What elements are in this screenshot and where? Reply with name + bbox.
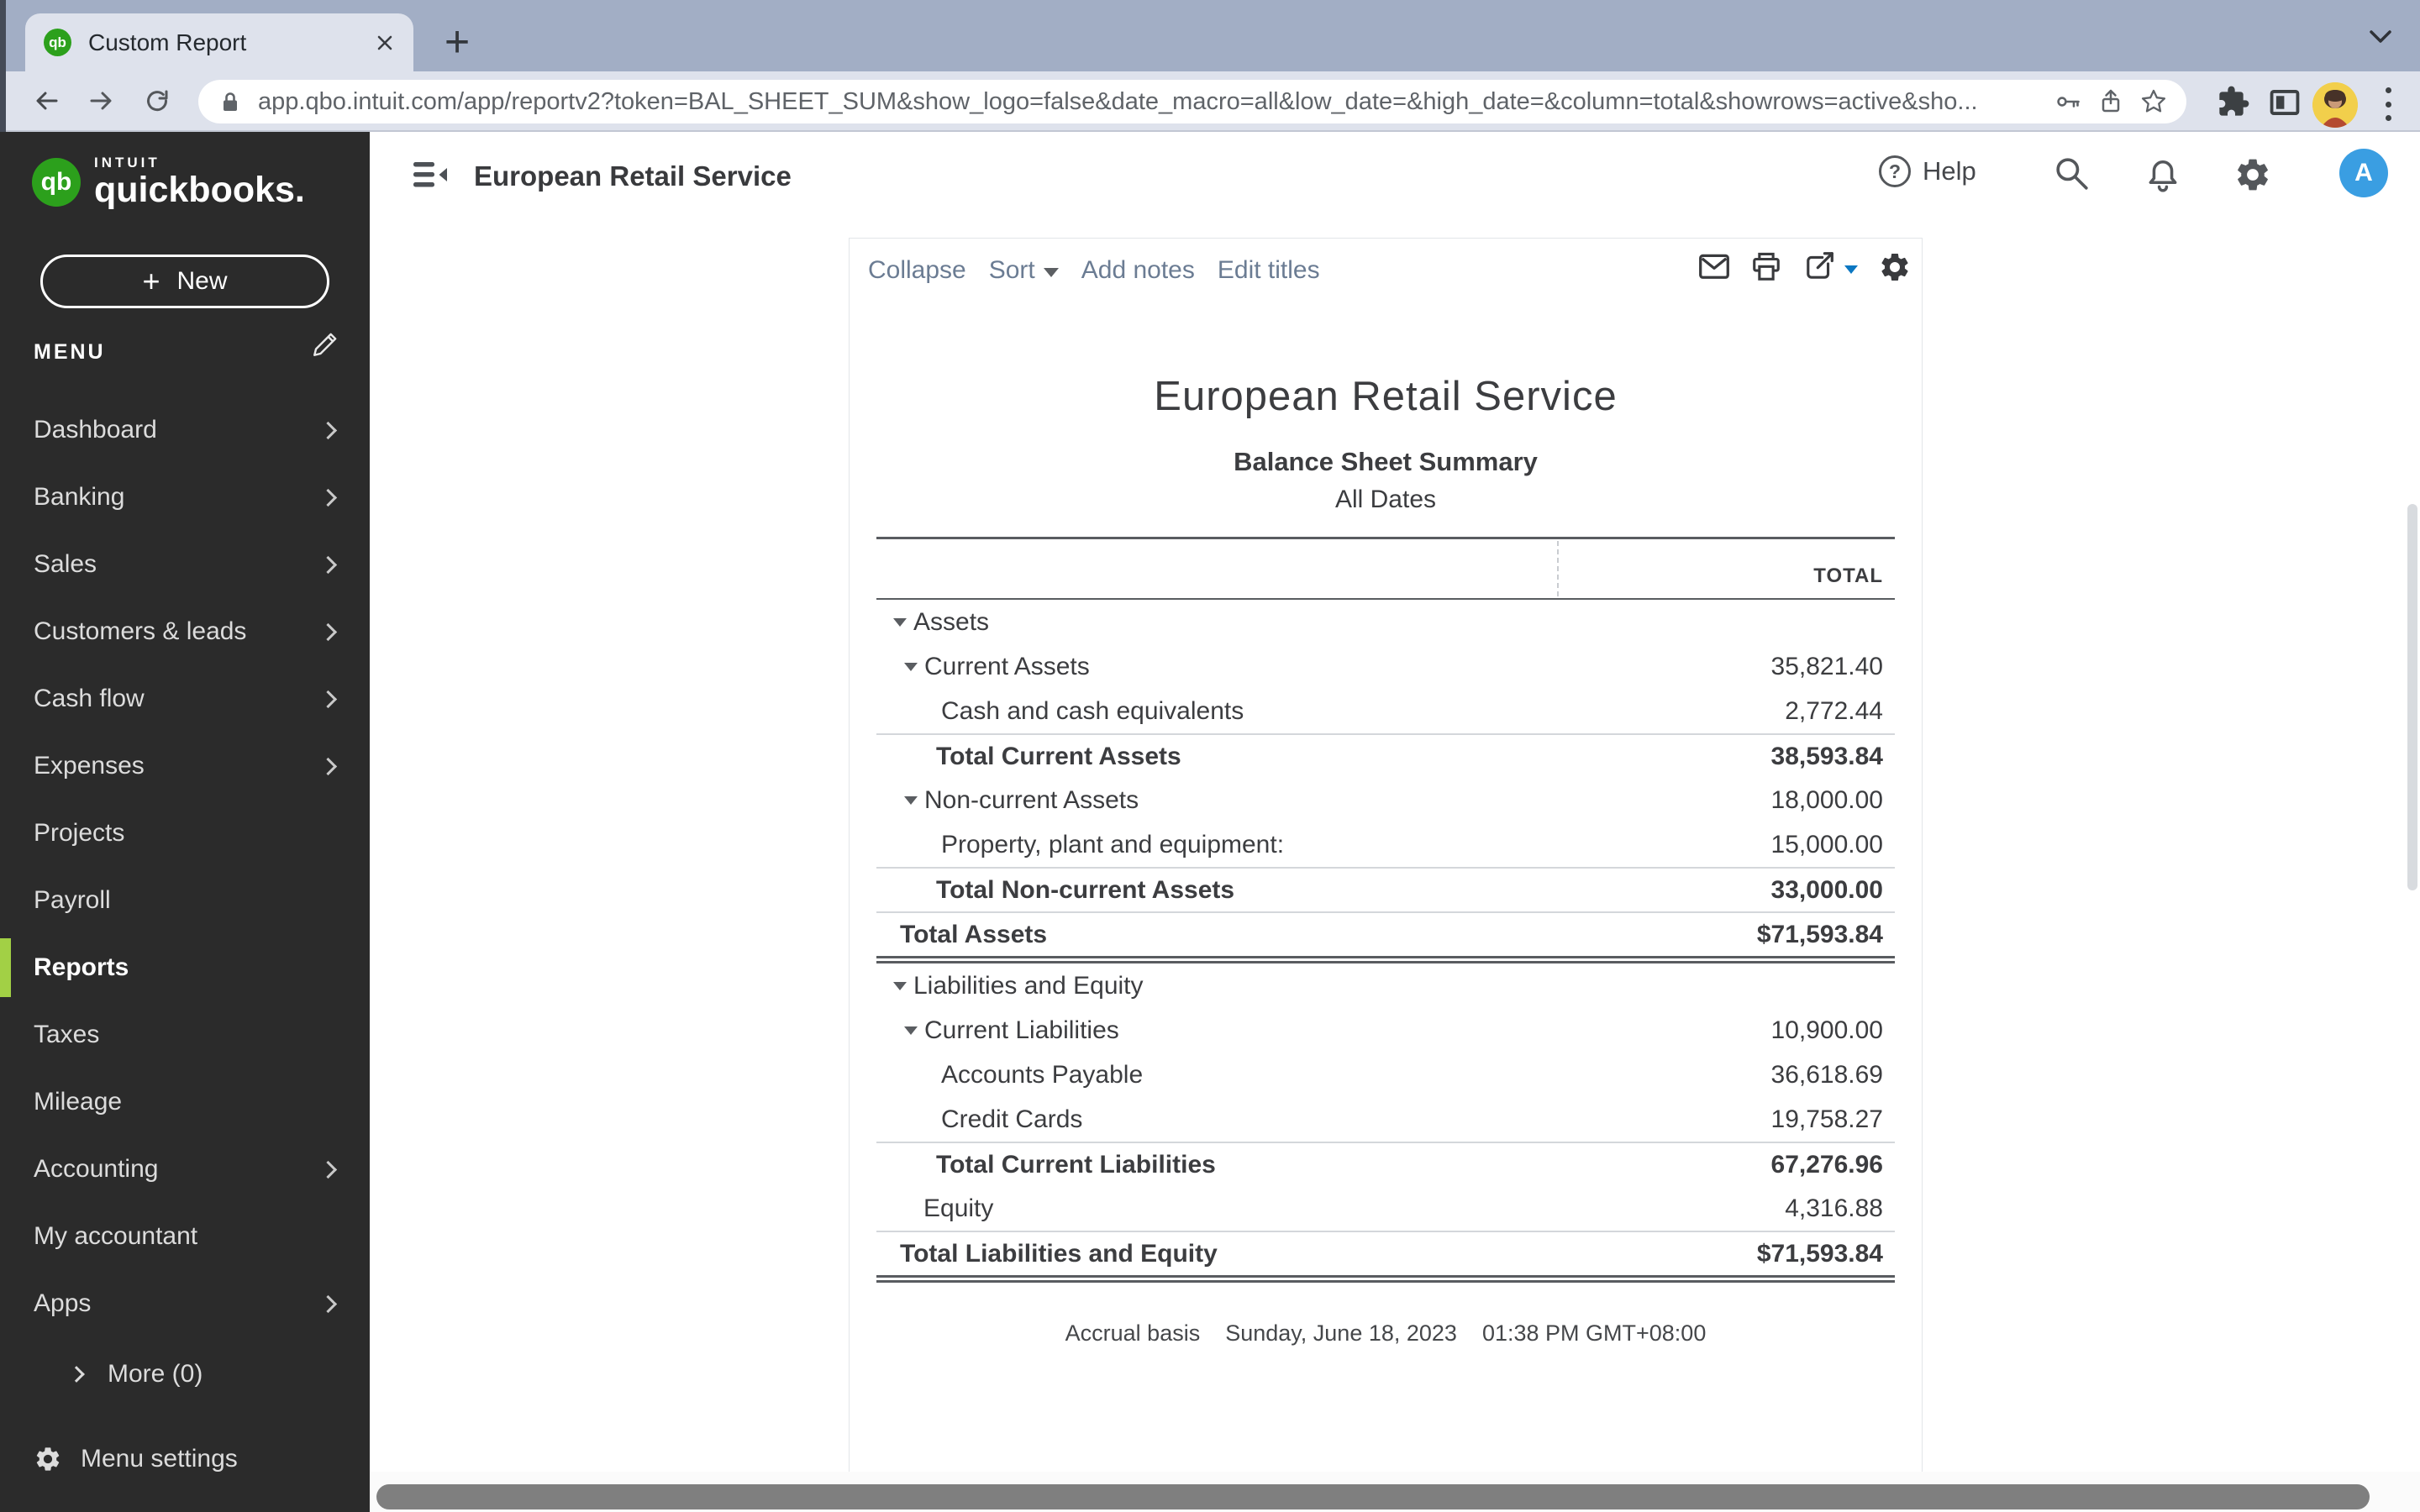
sidebar-item-projects[interactable] — [0, 800, 370, 867]
tab-close-icon[interactable] — [375, 33, 395, 53]
bookmark-star-icon[interactable] — [2139, 87, 2168, 116]
table-body — [876, 600, 1895, 1283]
collapse-caret-icon[interactable] — [904, 1026, 918, 1035]
sidebar-item-label: Sales — [34, 550, 97, 578]
share-icon[interactable] — [2097, 88, 2124, 115]
row-value: 2,772.44 — [1785, 696, 1883, 725]
more-label: More (0) — [108, 1360, 203, 1388]
row-label: Current Liabilities — [924, 1016, 1119, 1044]
edit-menu-pencil-icon[interactable] — [311, 330, 339, 359]
report-settings-gear-icon[interactable] — [1878, 250, 1912, 284]
sidebar-item-label: My accountant — [34, 1222, 198, 1250]
export-caret-icon[interactable] — [1844, 265, 1858, 274]
row-label: Equity — [923, 1194, 994, 1222]
settings-gear-icon[interactable] — [2233, 155, 2272, 194]
url-bar[interactable] — [198, 80, 2186, 123]
sidebar-item-label: Apps — [34, 1289, 92, 1317]
chevron-right-icon — [319, 622, 337, 640]
row-label: Cash and cash equivalents — [941, 696, 1244, 725]
add-notes-link[interactable]: Add notes — [1081, 256, 1195, 284]
row-value: 38,593.84 — [1770, 742, 1883, 770]
sidebar-item-label: Payroll — [34, 886, 111, 914]
row-label-group — [941, 697, 1244, 726]
collapse-nav-hamburger-icon[interactable] — [413, 160, 449, 190]
table-row — [876, 644, 1895, 689]
gear-icon — [34, 1445, 62, 1473]
table-row — [876, 867, 1895, 911]
sidebar-item-expenses[interactable] — [0, 732, 370, 800]
chevron-right-icon — [319, 555, 337, 573]
table-row — [876, 733, 1895, 778]
row-label-group — [904, 786, 1139, 815]
chevron-right-icon — [319, 1294, 337, 1312]
row-label: Credit Cards — [941, 1105, 1083, 1133]
window-edge — [0, 0, 6, 132]
row-label: Total Current Assets — [936, 742, 1181, 770]
row-label-group — [923, 1194, 993, 1223]
menu-settings-label: Menu settings — [81, 1445, 238, 1473]
sidebar-item-label: Customers & leads — [34, 617, 247, 645]
sidebar-item-sales[interactable] — [0, 531, 370, 598]
row-label-group — [936, 1151, 1216, 1179]
row-label: Total Current Liabilities — [936, 1150, 1216, 1179]
company-name-header: European Retail Service — [474, 160, 792, 192]
row-label: Total Liabilities and Equity — [900, 1239, 1218, 1268]
table-row — [876, 600, 1895, 644]
sidebar-item-accounting[interactable] — [0, 1136, 370, 1203]
row-label: Total Assets — [900, 920, 1048, 948]
caret-down-icon — [1044, 268, 1059, 277]
sidebar-item-mileage[interactable] — [0, 1068, 370, 1136]
tab-title: Custom Report — [88, 29, 247, 55]
sidebar-item-label: Projects — [34, 819, 125, 847]
row-label-group — [900, 921, 1047, 949]
collapse-caret-icon[interactable] — [893, 982, 907, 990]
row-value: 36,618.69 — [1770, 1060, 1883, 1089]
table-row — [876, 689, 1895, 733]
table-row — [876, 963, 1895, 1008]
table-row — [876, 1231, 1895, 1275]
edit-titles-link[interactable]: Edit titles — [1217, 256, 1320, 284]
help-label: Help — [1923, 156, 1976, 186]
row-value: 10,900.00 — [1770, 1016, 1883, 1044]
tab-search-chevron-icon[interactable] — [2368, 29, 2393, 45]
brand-intuit: INTUIT — [94, 155, 160, 171]
quickbooks-logo — [32, 155, 305, 208]
row-label-group — [941, 1061, 1143, 1089]
sidebar-item-banking[interactable] — [0, 464, 370, 531]
row-label-group — [893, 608, 989, 637]
extensions-puzzle-icon[interactable] — [2217, 85, 2250, 118]
notifications-bell-icon[interactable] — [2144, 155, 2181, 192]
browser-profile-avatar[interactable] — [2312, 82, 2358, 128]
sidebar-nav — [0, 396, 370, 1337]
column-divider — [1557, 541, 1559, 596]
sidebar-item-label: Banking — [34, 483, 125, 511]
sidebar-item-apps[interactable] — [0, 1270, 370, 1337]
collapse-caret-icon[interactable] — [893, 618, 907, 627]
search-icon[interactable] — [2054, 155, 2091, 192]
row-label-group — [941, 1105, 1082, 1134]
collapse-caret-icon[interactable] — [904, 663, 918, 671]
menu-settings-button[interactable] — [34, 1432, 238, 1486]
horizontal-scrollbar[interactable] — [370, 1472, 2420, 1512]
new-tab-button[interactable]: + — [444, 18, 471, 66]
table-row — [876, 1053, 1895, 1097]
browser-tab[interactable] — [25, 13, 413, 71]
row-label-group — [941, 831, 1284, 859]
row-value: 33,000.00 — [1770, 875, 1883, 904]
sidebar-item-cash-flow[interactable] — [0, 665, 370, 732]
sidebar-item-label: Taxes — [34, 1021, 100, 1048]
sidebar-item-payroll[interactable] — [0, 867, 370, 934]
sidebar-item-label: Mileage — [34, 1088, 123, 1116]
report-time: 01:38 PM GMT+08:00 — [1481, 1320, 1707, 1346]
back-icon[interactable] — [32, 87, 60, 114]
menu-heading: MENU — [34, 340, 106, 364]
table-row — [876, 1097, 1895, 1142]
help-question-icon: ? — [1879, 155, 1911, 187]
row-value: $71,593.84 — [1756, 920, 1883, 948]
report-toolbar — [868, 252, 1320, 289]
new-button-label: New — [176, 267, 228, 295]
row-label-group — [893, 972, 1144, 1000]
report-footer — [850, 1320, 1922, 1347]
table-row — [876, 911, 1895, 956]
user-avatar[interactable]: A — [2339, 149, 2388, 197]
email-icon[interactable] — [1698, 251, 1730, 283]
sidebar-item-label: Cash flow — [34, 685, 145, 712]
report-date: Sunday, June 18, 2023 — [1225, 1320, 1457, 1346]
row-label-group — [904, 653, 1090, 681]
row-value: 67,276.96 — [1770, 1150, 1883, 1179]
export-icon[interactable] — [1802, 251, 1834, 283]
row-value: $71,593.84 — [1756, 1239, 1883, 1268]
brand-quickbooks: quickbooks. — [94, 170, 305, 210]
lock-icon — [217, 89, 243, 115]
chevron-right-icon — [319, 690, 337, 707]
row-value: 18,000.00 — [1770, 785, 1883, 814]
reload-icon[interactable] — [143, 87, 171, 114]
horizontal-scrollbar-thumb[interactable] — [376, 1484, 2370, 1509]
plus-icon: + — [142, 264, 160, 298]
side-panel-icon[interactable] — [2269, 87, 2301, 118]
sidebar-item-dashboard[interactable] — [0, 396, 370, 464]
browser-tabstrip — [0, 0, 2420, 71]
quickbooks-favicon-icon: qb — [44, 29, 71, 56]
report-title: Balance Sheet Summary — [1234, 447, 1538, 476]
table-row — [876, 822, 1895, 867]
row-label: Non-current Assets — [924, 785, 1139, 814]
double-rule — [876, 956, 1895, 963]
sort-label: Sort — [988, 256, 1035, 284]
collapse-caret-icon[interactable] — [904, 796, 918, 805]
row-value: 4,316.88 — [1785, 1194, 1883, 1222]
row-label: Accounts Payable — [941, 1060, 1144, 1089]
url-text: app.qbo.intuit.com/app/reportv2?token=BAL_SHEET_SUM&show_logo=false&date_macro=all&low_date=&high_date=&column=total&showrows=active&sho... — [258, 87, 1978, 115]
row-label-group — [904, 1016, 1119, 1045]
sidebar-item-customers-leads[interactable] — [0, 598, 370, 665]
row-value: 15,000.00 — [1770, 830, 1883, 858]
table-row — [876, 1142, 1895, 1186]
row-label: Total Non-current Assets — [936, 875, 1235, 904]
total-column-header: TOTAL — [1813, 564, 1883, 587]
sidebar-item-my-accountant[interactable] — [0, 1203, 370, 1270]
report-card — [849, 238, 1923, 1512]
report-heading — [850, 373, 1922, 514]
sidebar-item-label: Expenses — [34, 752, 145, 780]
browser-menu-dots-icon[interactable] — [2385, 87, 2391, 121]
qbo-header — [370, 132, 2420, 216]
report-toolbar-icons — [1698, 250, 1912, 284]
table-row — [876, 778, 1895, 822]
sidebar-item-reports[interactable] — [0, 934, 370, 1001]
sidebar-item-more[interactable] — [0, 1341, 370, 1408]
vertical-scrollbar-thumb[interactable] — [2407, 504, 2417, 890]
qbo-sidebar — [0, 132, 370, 1512]
sidebar-item-label: Accounting — [34, 1155, 159, 1183]
passwords-key-icon[interactable] — [2055, 88, 2082, 115]
report-date-range: All Dates — [1334, 486, 1437, 513]
double-rule — [876, 1275, 1895, 1283]
row-label: Property, plant and equipment: — [941, 830, 1285, 858]
row-value: 19,758.27 — [1770, 1105, 1883, 1133]
chevron-right-icon — [68, 1366, 85, 1383]
chevron-right-icon — [319, 757, 337, 774]
row-label-group — [936, 876, 1234, 905]
row-value: 35,821.40 — [1770, 652, 1883, 680]
sort-dropdown[interactable] — [989, 256, 1059, 285]
row-label: Current Assets — [924, 652, 1090, 680]
report-table — [876, 537, 1895, 1283]
row-label: Liabilities and Equity — [913, 971, 1144, 1000]
forward-icon[interactable] — [87, 87, 116, 114]
row-label-group — [900, 1240, 1218, 1268]
qb-logo-icon: qb — [32, 158, 81, 207]
collapse-link[interactable]: Collapse — [868, 256, 966, 284]
table-header-row — [876, 539, 1895, 600]
sidebar-item-label: Dashboard — [34, 416, 157, 444]
chevron-right-icon — [319, 488, 337, 506]
print-icon[interactable] — [1750, 251, 1782, 283]
chevron-right-icon — [319, 421, 337, 438]
row-label-group — [936, 743, 1181, 771]
help-button[interactable] — [1879, 155, 1976, 187]
accounting-basis: Accrual basis — [1065, 1320, 1201, 1346]
sidebar-item-label: Reports — [34, 953, 129, 981]
report-company: European Retail Service — [1154, 374, 1618, 419]
chevron-right-icon — [319, 1160, 337, 1178]
table-row — [876, 1008, 1895, 1053]
table-row — [876, 1186, 1895, 1231]
sidebar-item-taxes[interactable] — [0, 1001, 370, 1068]
new-button[interactable] — [40, 255, 329, 308]
row-label: Assets — [913, 607, 990, 636]
